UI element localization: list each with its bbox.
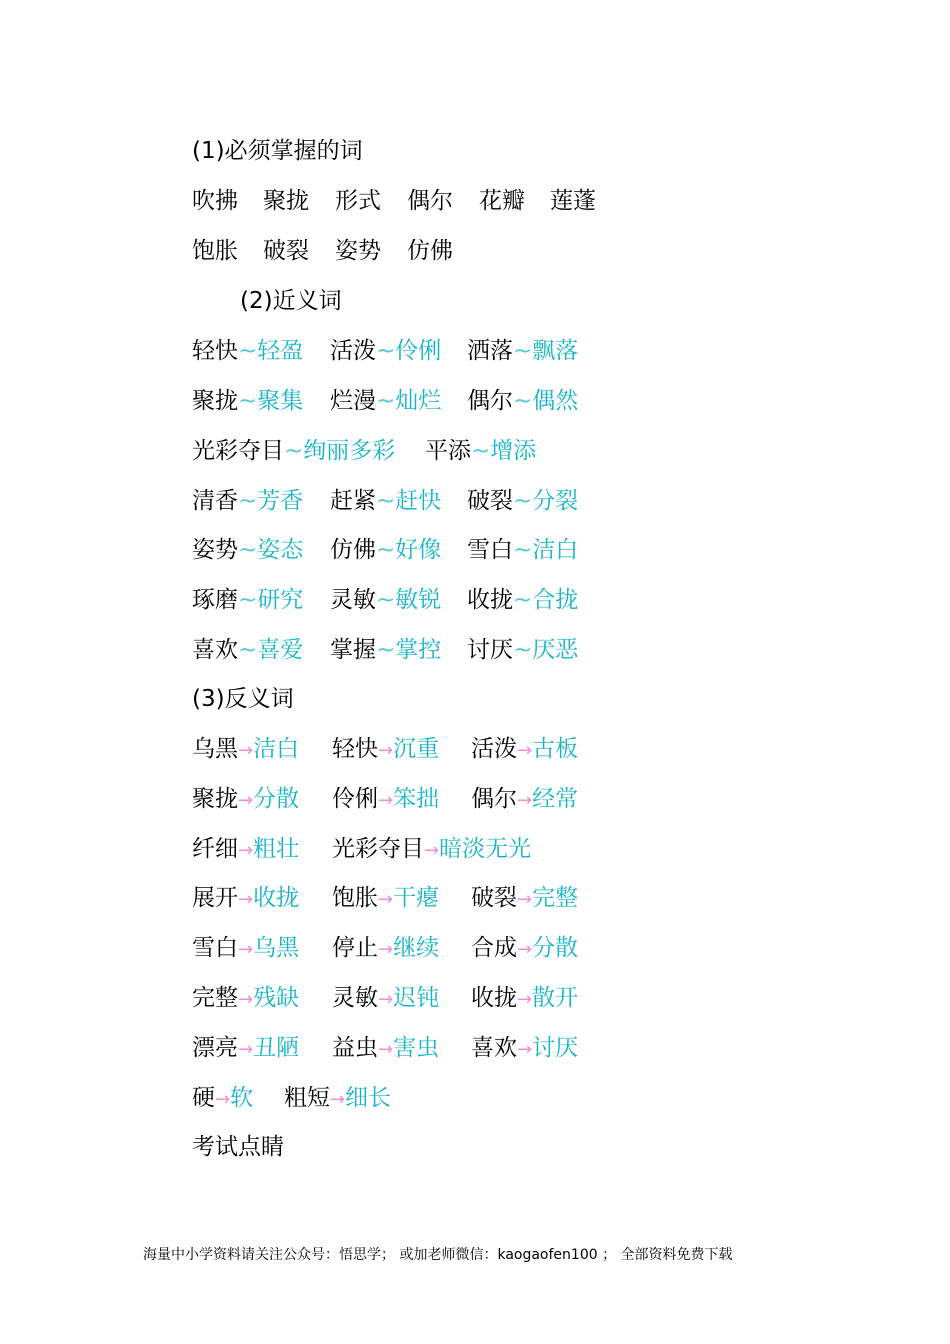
word: 雪白 <box>192 935 238 961</box>
antonym-word: 经常 <box>532 786 579 812</box>
tilde-separator: ~ <box>513 388 533 414</box>
word-pair <box>192 1031 299 1067</box>
tilde-separator: ~ <box>513 537 533 563</box>
section-heading-must-master <box>192 134 363 168</box>
word: 仿佛 <box>330 537 376 563</box>
synonym-word: 喜爱 <box>257 637 304 663</box>
vocab-word: 花瓣 <box>479 188 525 214</box>
word-pair <box>332 981 439 1017</box>
word: 洒落 <box>467 338 513 364</box>
tilde-separator: ~ <box>376 637 396 663</box>
antonym-word: 残缺 <box>253 985 300 1011</box>
arrow-separator: → <box>517 790 533 811</box>
word-pair <box>192 633 303 667</box>
arrow-separator: → <box>517 989 533 1010</box>
tilde-separator: ~ <box>376 587 396 613</box>
antonym-word: 软 <box>230 1085 254 1111</box>
word-pair <box>192 832 299 868</box>
word-pair <box>332 1031 439 1067</box>
word: 雪白 <box>467 537 513 563</box>
word: 乌黑 <box>192 736 238 762</box>
arrow-separator: → <box>378 889 394 910</box>
word: 姿势 <box>192 537 238 563</box>
synonym-word: 灿烂 <box>395 388 442 414</box>
section-heading-exam-tips <box>192 1130 284 1164</box>
synonym-word: 轻盈 <box>257 338 304 364</box>
word-pair <box>192 533 303 567</box>
word: 掌握 <box>330 637 376 663</box>
word-pair <box>332 832 531 868</box>
tilde-separator: ~ <box>238 637 258 663</box>
tilde-separator: ~ <box>471 438 491 464</box>
word: 破裂 <box>467 488 513 514</box>
word: 饱胀 <box>332 885 378 911</box>
heading-text: (1)必须掌握的词 <box>192 138 363 164</box>
synonym-word: 研究 <box>257 587 304 613</box>
arrow-separator: → <box>330 1089 346 1110</box>
word-pair <box>192 1081 253 1117</box>
word: 灵敏 <box>330 587 376 613</box>
synonym-word: 厌恶 <box>532 637 579 663</box>
vocab-word: 莲蓬 <box>550 188 596 214</box>
antonym-word: 分散 <box>532 935 579 961</box>
tilde-separator: ~ <box>238 338 258 364</box>
word: 喜欢 <box>192 637 238 663</box>
word: 轻快 <box>192 338 238 364</box>
synonym-word: 掌控 <box>395 637 442 663</box>
word: 活泼 <box>471 736 517 762</box>
word-pair <box>330 633 441 667</box>
tilde-separator: ~ <box>284 438 304 464</box>
word-pair <box>192 732 299 768</box>
antonym-word: 干瘪 <box>393 885 440 911</box>
synonym-word: 增添 <box>490 438 537 464</box>
word: 聚拢 <box>192 388 238 414</box>
word: 光彩夺目 <box>192 438 284 464</box>
synonym-word: 伶俐 <box>395 338 442 364</box>
word: 喜欢 <box>471 1035 517 1061</box>
synonym-word: 偶然 <box>532 388 579 414</box>
arrow-separator: → <box>238 840 254 861</box>
word: 赶紧 <box>330 488 376 514</box>
tilde-separator: ~ <box>238 388 258 414</box>
antonym-word: 继续 <box>393 935 440 961</box>
word-pair <box>332 782 439 818</box>
antonym-word: 分散 <box>253 786 300 812</box>
word-pair <box>471 732 578 768</box>
word-pair <box>467 384 578 418</box>
arrow-separator: → <box>517 939 533 960</box>
word-pair <box>192 881 299 917</box>
word: 清香 <box>192 488 238 514</box>
tilde-separator: ~ <box>513 637 533 663</box>
tilde-separator: ~ <box>376 537 396 563</box>
word: 停止 <box>332 935 378 961</box>
word: 聚拢 <box>192 786 238 812</box>
word-pair <box>332 732 439 768</box>
word-pair <box>192 782 299 818</box>
antonym-word: 暗淡无光 <box>439 836 532 862</box>
word-pair <box>192 583 303 617</box>
word-pair <box>192 334 303 368</box>
tilde-separator: ~ <box>513 488 533 514</box>
arrow-separator: → <box>517 1039 533 1060</box>
word: 粗短 <box>284 1085 330 1111</box>
antonym-word: 笨拙 <box>393 786 440 812</box>
word-pair <box>332 931 439 967</box>
word: 益虫 <box>332 1035 378 1061</box>
synonym-word: 合拢 <box>532 587 579 613</box>
word-pair <box>192 384 303 418</box>
word-pair <box>330 533 441 567</box>
arrow-separator: → <box>238 889 254 910</box>
word-pair <box>467 633 578 667</box>
word-pair <box>332 881 439 917</box>
heading-text: 考试点睛 <box>192 1134 284 1160</box>
word-pair <box>471 981 578 1017</box>
arrow-separator: → <box>238 740 254 761</box>
word: 伶俐 <box>332 786 378 812</box>
synonym-word: 敏锐 <box>395 587 442 613</box>
word: 活泼 <box>330 338 376 364</box>
word: 灵敏 <box>332 985 378 1011</box>
word-pair <box>330 583 441 617</box>
word-pair <box>471 1031 578 1067</box>
word: 纤细 <box>192 836 238 862</box>
antonym-word: 完整 <box>532 885 579 911</box>
vocab-word: 姿势 <box>335 238 381 264</box>
antonym-word: 粗壮 <box>253 836 300 862</box>
word-pair <box>471 782 578 818</box>
tilde-separator: ~ <box>376 488 396 514</box>
arrow-separator: → <box>238 989 254 1010</box>
word: 平添 <box>425 438 471 464</box>
arrow-separator: → <box>517 889 533 910</box>
arrow-separator: → <box>378 939 394 960</box>
antonym-word: 乌黑 <box>253 935 300 961</box>
tilde-separator: ~ <box>376 388 396 414</box>
tilde-separator: ~ <box>238 587 258 613</box>
synonym-word: 姿态 <box>257 537 304 563</box>
antonym-word: 收拢 <box>253 885 300 911</box>
antonym-word: 古板 <box>532 736 579 762</box>
synonym-word: 绚丽多彩 <box>303 438 396 464</box>
arrow-separator: → <box>378 740 394 761</box>
antonym-word: 迟钝 <box>393 985 440 1011</box>
vocab-word: 形式 <box>335 188 381 214</box>
word: 琢磨 <box>192 587 238 613</box>
antonym-word: 散开 <box>532 985 579 1011</box>
arrow-separator: → <box>517 740 533 761</box>
word-pair <box>425 434 536 468</box>
synonym-word: 芳香 <box>257 488 304 514</box>
footer-text: 海量中小学资料请关注公众号：悟思学； 或加老师微信： <box>143 1247 498 1263</box>
arrow-separator: → <box>378 989 394 1010</box>
word: 完整 <box>192 985 238 1011</box>
section-heading-synonyms <box>240 284 342 318</box>
synonym-word: 洁白 <box>532 537 579 563</box>
tilde-separator: ~ <box>376 338 396 364</box>
tilde-separator: ~ <box>513 587 533 613</box>
word-pair <box>467 334 578 368</box>
word-pair <box>467 583 578 617</box>
synonym-word: 飘落 <box>532 338 579 364</box>
vocab-word: 吹拂 <box>192 188 238 214</box>
section-heading-antonyms <box>192 682 294 716</box>
word-pair <box>284 1081 391 1117</box>
word-pair <box>467 533 578 567</box>
arrow-separator: → <box>238 790 254 811</box>
word: 偶尔 <box>471 786 517 812</box>
footer-wechat-id: kaogaofen100 <box>497 1247 598 1263</box>
word-pair <box>330 484 441 518</box>
word: 收拢 <box>471 985 517 1011</box>
footer-text: ； 全部资料免费下载 <box>597 1247 733 1263</box>
word: 展开 <box>192 885 238 911</box>
tilde-separator: ~ <box>238 537 258 563</box>
word: 合成 <box>471 935 517 961</box>
word-pair <box>192 434 395 468</box>
word: 收拢 <box>467 587 513 613</box>
word: 光彩夺目 <box>332 836 424 862</box>
word: 偶尔 <box>467 388 513 414</box>
synonym-word: 聚集 <box>257 388 304 414</box>
synonym-word: 分裂 <box>532 488 579 514</box>
heading-text: (2)近义词 <box>240 288 342 314</box>
word: 讨厌 <box>467 637 513 663</box>
arrow-separator: → <box>215 1089 231 1110</box>
word-pair <box>471 931 578 967</box>
vocab-word: 仿佛 <box>407 238 453 264</box>
antonym-word: 沉重 <box>393 736 440 762</box>
antonym-word: 丑陋 <box>253 1035 300 1061</box>
antonym-word: 讨厌 <box>532 1035 579 1061</box>
word-pair <box>330 384 441 418</box>
word: 烂漫 <box>330 388 376 414</box>
page-footer <box>143 1245 733 1265</box>
word-pair <box>330 334 441 368</box>
word: 硬 <box>192 1085 215 1111</box>
tilde-separator: ~ <box>238 488 258 514</box>
word: 轻快 <box>332 736 378 762</box>
vocab-word: 聚拢 <box>263 188 309 214</box>
antonym-word: 害虫 <box>393 1035 440 1061</box>
vocab-word: 偶尔 <box>407 188 453 214</box>
word-pair <box>467 484 578 518</box>
word-pair <box>192 484 303 518</box>
arrow-separator: → <box>238 1039 254 1060</box>
vocab-word: 破裂 <box>263 238 309 264</box>
vocab-word: 饱胀 <box>192 238 238 264</box>
word: 漂亮 <box>192 1035 238 1061</box>
word-pair <box>192 981 299 1017</box>
word-pair <box>192 931 299 967</box>
heading-text: (3)反义词 <box>192 686 294 712</box>
tilde-separator: ~ <box>513 338 533 364</box>
synonym-word: 赶快 <box>395 488 442 514</box>
word: 破裂 <box>471 885 517 911</box>
word-pair <box>471 881 578 917</box>
arrow-separator: → <box>378 1039 394 1060</box>
antonym-word: 洁白 <box>253 736 300 762</box>
arrow-separator: → <box>424 840 440 861</box>
synonym-word: 好像 <box>395 537 442 563</box>
arrow-separator: → <box>238 939 254 960</box>
arrow-separator: → <box>378 790 394 811</box>
antonym-word: 细长 <box>345 1085 392 1111</box>
